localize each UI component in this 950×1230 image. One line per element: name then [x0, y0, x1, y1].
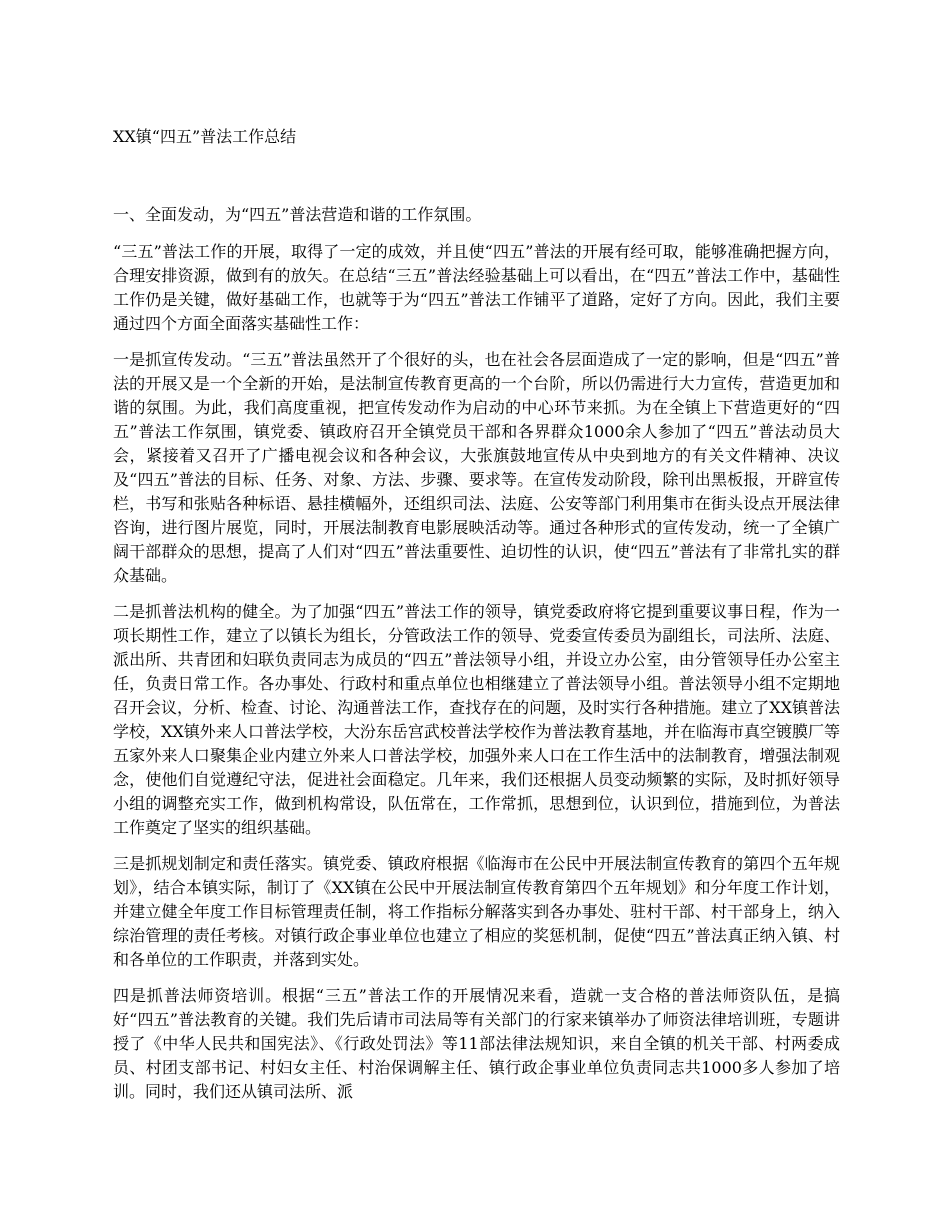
document-page: [113, 124, 840, 1116]
paragraph-planning: 三是抓规划制定和责任落实。镇党委、镇政府根据《临海市在公民中开展法制宣传教育的第四个五年规划》，结合本镇实际，制订了《XX镇在公民中开展法制宣传教育第四个五年规划》和分年度工作计划，并建立健全年度工作目标管理责任制，将工作指标分解落实到各办事处、驻村干部、村干部身上，纳入综治管理的责任考核。对镇行政企事业单位也建立了相应的奖惩机制，促使“四五”普法真正纳入镇、村和各单位的工作职责，并落到实处。: [113, 854, 840, 969]
document-title: XX镇“四五”普法工作总结: [113, 127, 297, 146]
section-heading: 一、全面发动，为“四五”普法营造和谐的工作氛围。: [113, 205, 482, 224]
paragraph-intro: “三五”普法工作的开展，取得了一定的成效，并且使“四五”普法的开展有经可取，能够准确把握方向，合理安排资源，做到有的放矢。在总结“三五”普法经验基础上可以看出，在“四五”普法工作中，基础性工作仍是关键，做好基础工作，也就等于为“四五”普法工作铺平了道路，定好了方向。因此，我们主要通过四个方面全面落实基础性工作：: [113, 242, 840, 333]
paragraph-training: 四是抓普法师资培训。根据“三五”普法工作的开展情况来看，造就一支合格的普法师资队伍，是搞好“四五”普法教育的关键。我们先后请市司法局等有关部门的行家来镇举办了师资法律培训班，专题讲授了《中华人民共和国宪法》、《行政处罚法》等11部法律法规知识，来自全镇的机关干部、村两委成员、村团支部书记、村妇女主任、村治保调解主任、镇行政企事业单位负责同志共1000多人参加了培训。同时，我们还从镇司法所、派: [113, 986, 840, 1101]
paragraph-publicity: 一是抓宣传发动。“三五”普法虽然开了个很好的头，也在社会各层面造成了一定的影响，但是“四五”普法的开展又是一个全新的开始，是法制宣传教育更高的一个台阶，所以仍需进行大力宣传，营造更加和谐的氛围。为此，我们高度重视，把宣传发动作为启动的中心环节来抓。为在全镇上下营造更好的“四五”普法工作氛围，镇党委、镇政府召开全镇党员干部和各界群众1000余人参加了“四五”普法动员大会，紧接着又召开了广播电视会议和各种会议，大张旗鼓地宣传从中央到地方的有关文件精神、决议及“四五”普法的目标、任务、对象、方法、步骤、要求等。在宣传发动阶段，除刊出黑板报，开辟宣传栏，书写和张贴各种标语、悬挂横幅外，还组织司法、法庭、公安等部门利用集市在街头设点开展法律咨询，进行图片展览，同时，开展法制教育电影展映活动等。通过各种形式的宣传发动，统一了全镇广阔干部群众的思想，提高了人们对“四五”普法重要性、迫切性的认识，使“四五”普法有了非常扎实的群众基础。: [113, 350, 840, 585]
paragraph-organization: 二是抓普法机构的健全。为了加强“四五”普法工作的领导，镇党委政府将它提到重要议事日程，作为一项长期性工作，建立了以镇长为组长，分管政法工作的领导、党委宣传委员为副组长，司法所、法庭、派出所、共青团和妇联负责同志为成员的“四五”普法领导小组，并设立办公室，由分管领导任办公室主任，负责日常工作。各办事处、行政村和重点单位也相继建立了普法领导小组。普法领导小组不定期地召开会议，分析、检查、讨论、沟通普法工作，查找存在的问题，及时实行各种措施。建立了XX镇普法学校，XX镇外来人口普法学校，大汾东岳宫武校普法学校作为普法教育基地，并在临海市真空镀膜厂等五家外来人口聚集企业内建立外来人口普法学校，加强外来人口在工作生活中的法制教育，增强法制观念，使他们自觉遵纪守法，促进社会面稳定。几年来，我们还根据人员变动频繁的实际，及时抓好领导小组的调整充实工作，做到机构常设，队伍常在，工作常抓，思想到位，认识到位，措施到位，为普法工作奠定了坚实的组织基础。: [113, 602, 840, 837]
